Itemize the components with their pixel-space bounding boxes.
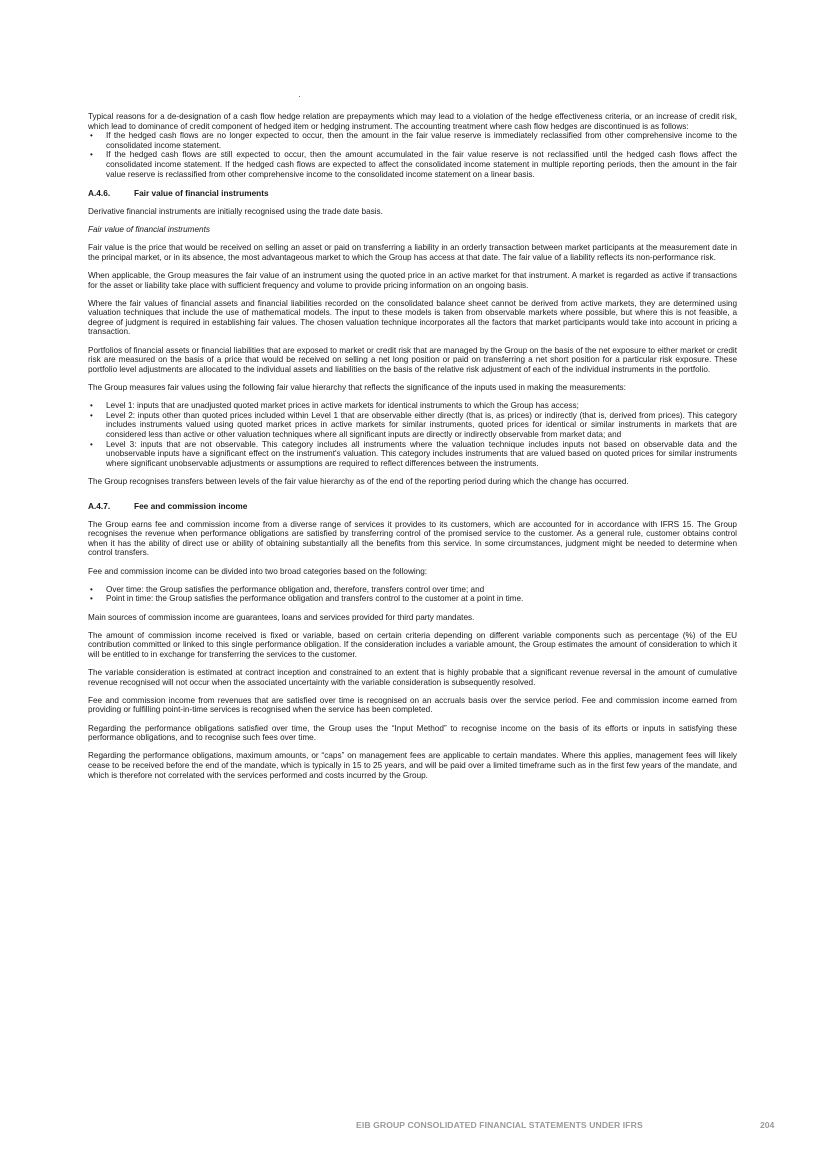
document-body: [88, 112, 737, 789]
footer-title: EIB GROUP CONSOLIDATED FINANCIAL STATEMENTS UNDER IFRS: [356, 1120, 643, 1130]
intro-paragraph: Typical reasons for a de-designation of a cash flow hedge relation are prepayments which may lead to a violation of the hedge effectiveness criteria, or an increase of credit risk, which lead to dominance of credit component of hedged item or hedging instrument. The accounting treatment where cash flow hedges are discontinued is as follows:: [88, 112, 737, 131]
paragraph: Where the fair values of financial assets and financial liabilities recorded on the consolidated balance sheet cannot be derived from active markets, they are determined using valuation techniques that include the use of mathematical models. The input to these models is taken from observable markets where possible, but where this is not feasible, a degree of judgment is required in establishing fair values. The chosen valuation technique incorporates all the factors that market participants would take into account in pricing a transaction.: [88, 298, 737, 337]
stray-dot: [299, 96, 300, 97]
section-title: Fee and commission income: [134, 500, 248, 511]
section-number: A.4.6.: [88, 187, 111, 198]
list-item: • If the hedged cash flows are still expected to occur, then the amount accumulated in the fair value reserve is not reclassified until the hedged cash flows affect the consolidated income statement. If the hedged cash flows are expected to affect the consolidated income statement in multiple reporting periods, then the amount in the fair value reserve is reclassified from other comprehensive income to the consolidated income statement on a linear basis.: [88, 150, 737, 179]
paragraph: Regarding the performance obligations, maximum amounts, or “caps” on management fees are applicable to certain mandates. Where this applies, management fees will likely cease to be received before the end of the mandate, which is typically in 15 to 25 years, and will be paid over a limited timeframe such as in the first few years of the mandate, and which is therefore not correlated with the services performed and costs incurred by the Group.: [88, 751, 737, 780]
paragraph: Main sources of commission income are guarantees, loans and services provided for third party mandates.: [88, 612, 475, 622]
section-heading-a46: [88, 188, 737, 198]
fee-categories-list: [88, 585, 737, 604]
paragraph: The Group measures fair values using the following fair value hierarchy that reflects the significance of the inputs used in making the measurements:: [88, 383, 626, 393]
paragraph: The Group earns fee and commission income from a diverse range of services it provides to its customers, which are accounted for in accordance with IFRS 15. The Group recognises the revenue when performance obligations are satisfied by transferring control of the promised service to the customer. As a general rule, customer obtains control when it has the ability of direct use or ability of obtaining substantially all the benefits from this service. In some circumstances, judgment might be needed to determine when control transfers.: [88, 519, 737, 558]
list-item: • Point in time: the Group satisfies the performance obligation and transfers control to the customer at a point in time.: [88, 594, 737, 604]
paragraph: The variable consideration is estimated at contract inception and constrained to an extent that is highly probable that a significant revenue reversal in the amount of cumulative revenue recognised will not occur when the associated uncertainty with the variable consideration is subsequently resolved.: [88, 668, 737, 687]
discontinuation-list: [88, 131, 737, 179]
paragraph: Fair value is the price that would be received on selling an asset or paid on transferring a liability in an orderly transaction between market participants at the measurement date in the principal market, or in its absence, the most advantageous market to which the Group has access at that date. The fair value of a liability reflects its non-performance risk.: [88, 243, 737, 262]
paragraph: Portfolios of financial assets or financial liabilities that are exposed to market or credit risk that are managed by the Group on the basis of the net exposure to either market or credit risk are measured on the basis of a price that would be received on selling a net long position or paid on transferring a net short position for a particular risk exposure. These portfolio level adjustments are allocated to the individual assets and liabilities on the basis of the relative risk adjustment of each of the individual instruments in the portfolio.: [88, 345, 737, 374]
paragraph: When applicable, the Group measures the fair value of an instrument using the quoted price in an active market for that instrument. A market is regarded as active if transactions for the asset or liability take place with sufficient frequency and volume to provide pricing information on an ongoing basis.: [88, 270, 737, 290]
list-item: • If the hedged cash flows are no longer expected to occur, then the amount in the fair value reserve is immediately reclassified from other comprehensive income to the consolidated income statement.: [88, 131, 737, 150]
section-number: A.4.7.: [88, 500, 111, 511]
section-title: Fair value of financial instruments: [134, 187, 269, 198]
subheading: Fair value of financial instruments: [88, 224, 210, 234]
paragraph: Regarding the performance obligations satisfied over time, the Group uses the “Input Method” to recognise income on the basis of its efforts or inputs in satisfying these performance obligations, and to recognise such fees over time.: [88, 723, 737, 743]
list-item: • Over time: the Group satisfies the performance obligation and, therefore, transfers control over time; and: [88, 585, 737, 595]
section-heading-a47: [88, 501, 737, 511]
paragraph: Derivative financial instruments are initially recognised using the trade date basis.: [88, 206, 383, 216]
page-number: 204: [760, 1120, 775, 1130]
paragraph: Fee and commission income from revenues that are satisfied over time is recognised on an accruals basis over the service period. Fee and commission income earned from providing or fulfilling point-in-time services is recognised when the service has been completed.: [88, 695, 737, 715]
paragraph: The amount of commission income received is fixed or variable, based on certain criteria depending on different variable components such as percentage (%) of the EU contribution committed or linked to this single performance obligation. If the consideration includes a variable amount, the Group estimates the amount of consideration to which it will be entitled to in exchange for transferring the services to the customer.: [88, 630, 737, 659]
fair-value-levels-list: [88, 401, 737, 468]
list-item: • Level 3: inputs that are not observable. This category includes all instruments where the valuation technique includes inputs not based on observable data and the unobservable inputs have a significant effect on the instrument's valuation. This category includes instruments that are valued based on quoted prices for similar instruments where significant unobservable adjustments or assumptions are required to reflect differences between the instruments.: [88, 440, 737, 469]
paragraph: Fee and commission income can be divided into two broad categories based on the following:: [88, 566, 428, 576]
list-item: • Level 1: inputs that are unadjusted quoted market prices in active markets for identical instruments to which the Group has access;: [88, 401, 737, 411]
list-item: • Level 2: inputs other than quoted prices included within Level 1 that are observable either directly (that is, as prices) or indirectly (that is, derived from prices). This category includes instruments valued using quoted market prices in active markets for similar instruments, quoted prices for identical or similar instruments in markets that are considered less than active or other valuation techniques where all significant inputs are directly or indirectly observable from market data; and: [88, 411, 737, 440]
paragraph: The Group recognises transfers between levels of the fair value hierarchy as of the end of the reporting period during which the change has occurred.: [88, 476, 629, 486]
